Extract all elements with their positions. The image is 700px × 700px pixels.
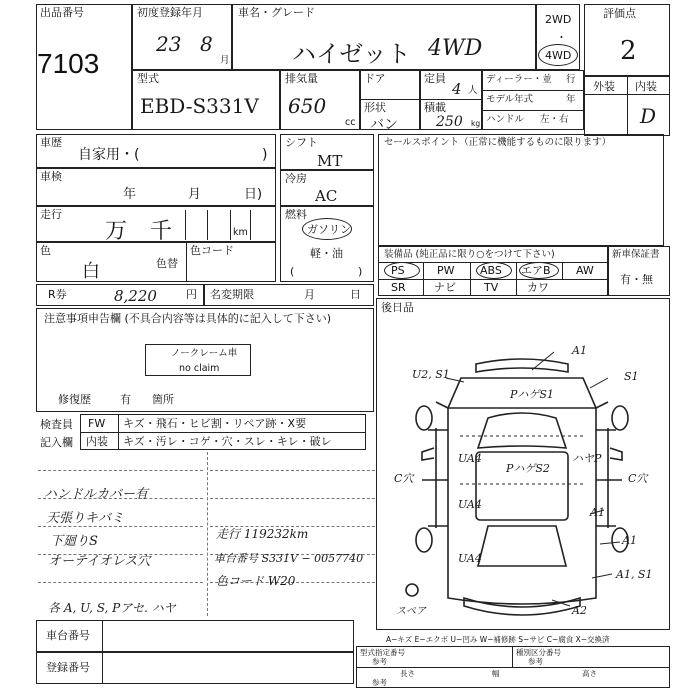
remark-left-3: 下廻りS [50, 534, 98, 549]
color-value: 白 [82, 261, 100, 282]
remark-left-2: 天張りキバミ [46, 511, 125, 526]
equip-navi: ナビ [434, 281, 456, 294]
drive-option-2wd: 2WD [545, 13, 572, 26]
color-label: 色 [40, 244, 51, 257]
mileage-label: 走行 [40, 208, 62, 221]
inspection-year: 年 [123, 187, 137, 202]
mark-13: UA4 [458, 552, 482, 565]
mark-14: A1, S1 [616, 568, 653, 581]
size-ref-label: 参考 [372, 678, 387, 687]
equip-ps: PS [391, 264, 405, 277]
warranty-label: 新車保証書 [612, 249, 660, 260]
mirror-right [610, 448, 622, 460]
load-unit: kg [471, 119, 481, 128]
equip-aw: AW [576, 264, 594, 277]
mark-9: C穴 [628, 472, 648, 485]
inspection-label: 車検 [40, 170, 62, 183]
mark-10: A1 [590, 506, 605, 519]
sales-point-box [378, 134, 664, 246]
remark-left-1: ハンドルカバー有 [44, 487, 149, 502]
shift-value: MT [317, 152, 343, 170]
shape-value: バン [370, 117, 398, 133]
fuel-label: 燃料 [285, 208, 307, 221]
recycle-value: 8,220 [114, 287, 157, 305]
door-label: ドア [364, 72, 386, 85]
class-number-label: 種別区分番号 [516, 648, 561, 657]
history-label: 車歴 [40, 136, 62, 149]
mark-3: S1 [624, 370, 639, 383]
first-registration-year: 23 [156, 32, 182, 56]
lot-number: 7103 [37, 48, 100, 79]
equip-abs: ABS [480, 264, 502, 277]
warranty-value: 有・無 [620, 273, 653, 286]
first-registration-label: 初度登録年月 [137, 6, 203, 19]
model-year-suffix: 年 [566, 94, 576, 105]
type-designation-ref: 参考 [372, 657, 387, 666]
remark-right-2: 車台番号 S331V − 0057740 [214, 552, 364, 565]
name-change-label: 名変期限 [210, 288, 254, 301]
fuel-gasoline: ガソリン [307, 223, 351, 236]
windshield [478, 413, 566, 448]
noclaim-line2: no claim [179, 363, 220, 374]
dealer-suffix: 行 [566, 74, 576, 85]
grade-value: 2 [620, 36, 637, 66]
type-designation-label: 型式指定番号 [360, 648, 405, 657]
inspector-label-1: 検査員 [40, 418, 73, 431]
inspector-fw: FW [88, 417, 106, 430]
inspector-label-2: 記入欄 [40, 436, 73, 449]
mirror-left [422, 448, 434, 460]
remark-right-3: 色コード W20 [216, 574, 296, 588]
equip-leather: カワ [527, 281, 549, 294]
equipment-label: 装備品 (純正品に限り○をつけて下さい) [384, 249, 555, 260]
fuel-paren-open: ( [290, 265, 295, 278]
history-box [36, 134, 276, 168]
equip-airbag: エアB [521, 264, 551, 277]
history-close: ) [262, 147, 268, 163]
sales-point-label: セールスポイント（正常に機能するものに限ります） [384, 137, 612, 148]
mark-1: A1 [572, 344, 587, 357]
handle-label: ハンドル [486, 114, 525, 125]
equip-pw: PW [437, 264, 455, 277]
type-label: 型式 [137, 72, 159, 85]
mark-7: PハゲS2 [506, 462, 550, 475]
equip-sr: SR [391, 281, 406, 294]
width-label: 幅 [492, 669, 500, 678]
noclaim-line1: ノークレーム車 [171, 348, 238, 359]
capacity-unit: 人 [468, 85, 478, 96]
spare-label: スペア [396, 606, 426, 617]
notes-label: 注意事項申告欄 (不具合内容等は具体的に記入して下さい) [44, 312, 332, 325]
inspector-fw-text: キズ・飛石・ヒビ割・リペア跡・X要 [123, 417, 307, 430]
capacity-label: 定員 [424, 72, 446, 85]
model-name: ハイゼット [292, 40, 411, 68]
mileage-sen: 千 [150, 219, 173, 244]
inspection-day: 日) [244, 187, 263, 202]
month-unit: 月 [220, 55, 230, 66]
mark-6: UA4 [458, 452, 482, 465]
recycle-unit: 円 [186, 288, 197, 301]
wheel-rear-left [416, 528, 432, 552]
mark-2: U2, S1 [412, 368, 450, 381]
mark-8: ハヤP [572, 452, 602, 465]
remark-right-1: 走行 119232km [216, 527, 309, 541]
history-value: 自家用・( [78, 147, 140, 163]
aircon-value: AC [315, 187, 338, 205]
type-value: EBD-S331V [140, 94, 259, 118]
recycle-label: R券 [48, 288, 67, 301]
wheel-front-left [416, 406, 432, 430]
front-bumper [476, 359, 568, 372]
inspection-month: 月 [188, 187, 202, 202]
shift-label: シフト [285, 136, 318, 149]
capacity-value: 4 [452, 80, 462, 98]
vehicle-damage-diagram [376, 298, 670, 630]
inspector-int: 内装 [86, 435, 108, 448]
interior-label: 内装 [635, 80, 657, 93]
color-change-label: 色替 [156, 257, 178, 270]
mark-5: C穴 [394, 472, 414, 485]
grade-label: 評価点 [603, 7, 636, 20]
fuel-paren-close: ) [358, 265, 363, 278]
class-number-ref: 参考 [528, 657, 543, 666]
mileage-km: km [233, 227, 248, 238]
displacement-unit: cc [345, 117, 356, 128]
remark-left-5: 各 A, U, S, Pアセ. ハヤ [48, 601, 176, 615]
spare-wheel [406, 584, 418, 596]
model-year-label: モデル年式 [486, 94, 534, 105]
inspection-box [36, 168, 276, 206]
mark-4: PハゲS1 [510, 388, 554, 401]
lot-number-label: 出品番号 [40, 6, 84, 19]
model-label: 車名・グレード [238, 6, 315, 19]
shape-label: 形状 [364, 101, 386, 114]
equip-tv: TV [484, 281, 499, 294]
length-label: 長さ [400, 669, 415, 678]
load-label: 積載 [424, 101, 446, 114]
registration-number-label: 登録番号 [46, 661, 90, 674]
mark-11: UA4 [458, 498, 482, 511]
first-registration-month: 8 [200, 32, 213, 56]
repair-label: 修復歴 [58, 393, 91, 406]
drive-option-4wd: 4WD [545, 49, 572, 62]
displacement-value: 650 [288, 94, 327, 118]
drive-option-sep: ・ [556, 31, 567, 44]
later-day-label: 後日品 [381, 301, 414, 314]
mark-15: A2 [572, 604, 587, 617]
fuel-diesel: 軽・油 [310, 247, 343, 260]
exterior-label: 外装 [593, 80, 615, 93]
remark-left-4: オーテイオレス穴 [48, 554, 151, 569]
damage-legend: A−キズ E−エクボ U−凹み W−補修跡 S−サビ C−腐食 X−交換済 [386, 635, 610, 644]
drive-circle [538, 44, 578, 66]
dealer-label: ディーラー・並 [486, 74, 552, 85]
color-code-label: 色コード [190, 244, 234, 257]
interior-grade: D [640, 104, 657, 128]
mileage-man: 万 [105, 219, 128, 244]
inspector-int-text: キズ・汚レ・コゲ・穴・スレ・キレ・破レ [123, 435, 332, 448]
wheel-front-right [612, 406, 628, 430]
chassis-number-label: 車台番号 [46, 629, 90, 642]
aircon-label: 冷房 [285, 172, 307, 185]
rear-window [478, 526, 566, 566]
load-value: 250 [436, 114, 463, 130]
repair-value: 有 [120, 393, 131, 406]
fuel-circle [302, 218, 352, 240]
mark-12: A1 [622, 534, 637, 547]
name-change-day: 日 [350, 288, 361, 301]
repair-suffix: 箇所 [152, 393, 174, 406]
displacement-label: 排気量 [285, 72, 318, 85]
model-drive: 4WD [428, 36, 483, 61]
height-label: 高さ [582, 669, 597, 678]
rear-bumper [464, 598, 580, 615]
name-change-month: 月 [304, 288, 315, 301]
handle-value: 左・右 [540, 114, 569, 125]
